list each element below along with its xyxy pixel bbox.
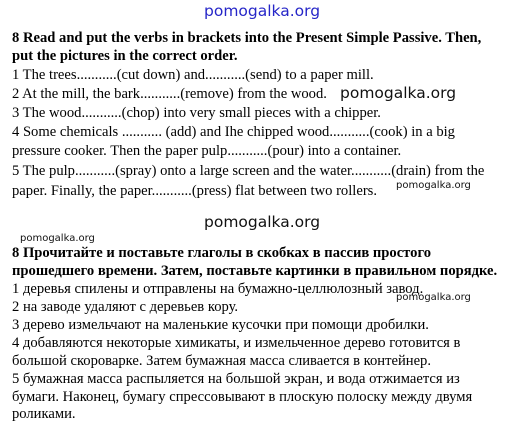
exercise-line: 2 At the mill, the bark...........(remove) from the wood. [12,86,327,102]
exercise-line: paper. Finally, the paper...........(press) flat between two rollers. [12,183,378,199]
watermark-small: pomogalka.org [396,292,471,303]
exercise-line: 1 The trees...........(cut down) and...........(send) to a paper mill. [12,67,374,83]
exercise-line: 5 The pulp...........(spray) onto a large screen and the water...........(drain) from the [12,163,485,179]
exercise-line: pressure cooker. Then the paper pulp...........(pour) into a container. [12,143,402,159]
translation-heading: 8 Прочитайте и поставьте глаголы в скобках в пассив простого [12,245,432,261]
translation-line: бумаги. Наконец, бумагу спрессовывают в плоскую полоску между двумя [12,389,473,405]
translation-line: 2 на заводе удаляют с деревьев кору. [12,299,239,315]
translation-line: 1 деревья спилены и отправлены на бумажно-целлюлозный завод. [12,281,424,297]
watermark-top: pomogalka.org [204,2,321,20]
translation-line: большой скороварке. Затем бумажная масса сливается в контейнер. [12,353,431,369]
exercise-line: 4 Some chemicals ........... (add) and Ihe chipped wood...........(cook) in a big [12,124,455,140]
watermark-small: pomogalka.org [396,180,471,191]
exercise-heading: put the pictures in the correct order. [12,48,238,64]
translation-line: 5 бумажная масса распыляется на большой экран, и вода отжимается из [12,371,460,387]
exercise-line: 3 The wood...........(chop) into very small pieces with a chipper. [12,105,381,121]
translation-line: 3 дерево измельчают на маленькие кусочки при помощи дробилки. [12,317,429,333]
translation-line: 4 добавляются некоторые химикаты, и измельченное дерево готовится в [12,335,461,351]
watermark-small: pomogalka.org [20,233,95,244]
watermark-middle: pomogalka.org [204,213,321,231]
watermark-right: pomogalka.org [340,84,457,102]
exercise-heading: 8 Read and put the verbs in brackets into the Present Simple Passive. Then, [12,30,482,46]
translation-line: роликами. [12,406,76,422]
translation-heading: прошедшего времени. Затем, поставьте картинки в правильном порядке. [12,263,498,279]
